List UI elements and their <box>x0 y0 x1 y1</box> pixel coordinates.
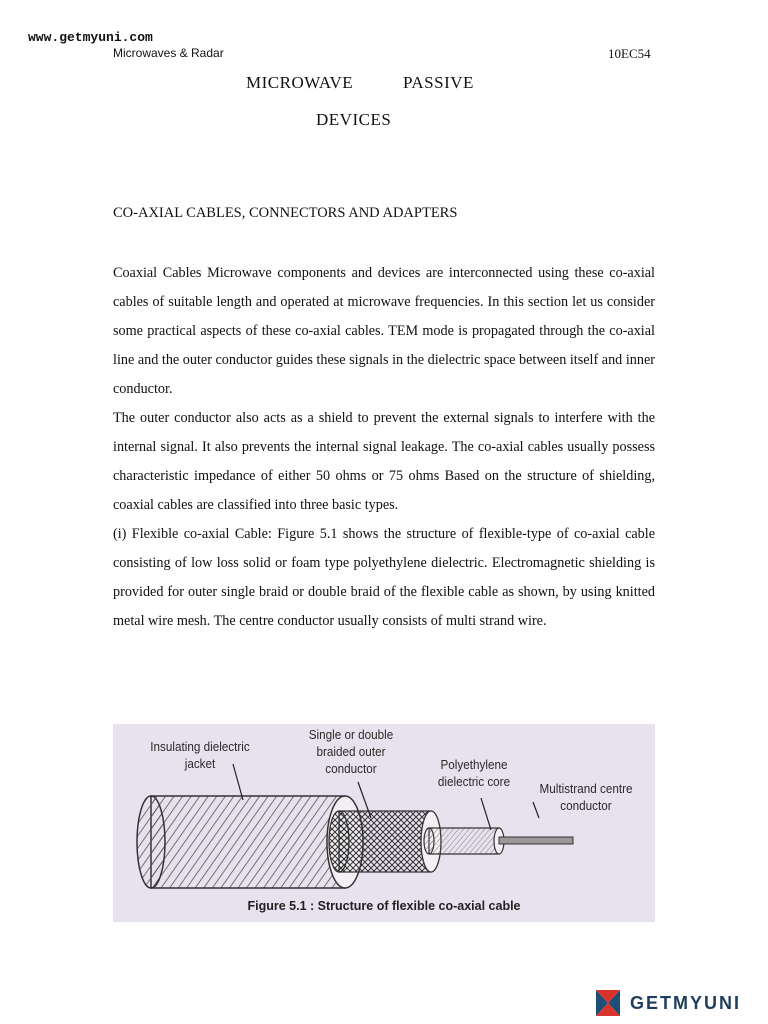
jacket-left-end <box>137 796 165 888</box>
subject-header: Microwaves & Radar <box>113 46 224 60</box>
figure-coaxial-cable <box>113 724 655 922</box>
paragraph-outer-conductor: The outer conductor also acts as a shield to prevent the external signals to interfere with the internal signal. It also prevents the internal signal leakage. The co-axial cables usually possess characteristic impedance of either 50 ohms or 75 ohms Based on the structure of shielding, coaxial cables are classified into three basic types. <box>113 410 655 513</box>
label-centre-line2: conductor <box>560 798 612 813</box>
logo-text-getm: GETM <box>630 992 690 1013</box>
label-braid-line1: Single or double <box>308 727 394 742</box>
pointer-core <box>481 798 491 830</box>
braid-left-end <box>329 811 349 872</box>
label-dielectric-core <box>425 756 524 790</box>
title-word-microwave: MICROWAVE <box>246 73 354 92</box>
course-code: 10EC54 <box>608 46 651 61</box>
logo-wordmark <box>630 993 741 1014</box>
label-core-line1: Polyethylene <box>440 757 508 772</box>
label-jacket-line1: Insulating dielectric <box>150 739 250 754</box>
label-centre-conductor <box>528 780 645 814</box>
core-left-end <box>424 828 434 854</box>
label-insulating-jacket <box>142 738 259 772</box>
centre-conductor <box>499 837 573 844</box>
section-heading: CO-AXIAL CABLES, CONNECTORS AND ADAPTERS <box>113 205 458 221</box>
logo-text-uni: UNI <box>704 992 742 1013</box>
label-braid-line3: conductor <box>325 761 377 776</box>
title-word-passive: PASSIVE <box>403 73 474 92</box>
body-text <box>113 259 655 636</box>
logo-text-y: Y <box>690 992 705 1013</box>
label-braided-conductor <box>297 726 405 777</box>
site-url[interactable]: www.getmyuni.com <box>28 30 153 45</box>
paragraph-flexible-cable: (i) Flexible co-axial Cable: Figure 5.1 shows the structure of flexible-type of co-axial cable consisting of low loss solid or foam type polyethylene dielectric. Electromagnetic shielding is provided for outer single braid or double braid of the flexible cable as shown, by using knitted metal wire mesh. The centre conductor usually consists of multi strand wire. <box>113 526 655 629</box>
label-braid-line2: braided outer <box>316 744 386 759</box>
label-core-line2: dielectric core <box>437 774 511 789</box>
title-word-devices: DEVICES <box>316 110 392 129</box>
getmyuni-logo[interactable] <box>594 986 741 1020</box>
label-centre-line1: Multistrand centre <box>539 781 633 796</box>
label-jacket-line2: jacket <box>184 756 216 771</box>
braid-body <box>339 811 431 872</box>
paragraph-coaxial-intro: Coaxial Cables Microwave components and devices are interconnected using these co-axial cables of suitable length and operated at microwave frequencies. In this section let us consider some practical aspects of these co-axial cables. TEM mode is propagated through the co-axial line and the outer conductor guides these signals in the dielectric space between itself and inner conductor. <box>113 265 655 397</box>
core-body <box>429 828 499 854</box>
jacket-body <box>151 796 345 888</box>
figure-caption: Figure 5.1 : Structure of flexible co-axial cable <box>247 899 521 913</box>
getmyuni-logo-icon <box>594 988 622 1018</box>
